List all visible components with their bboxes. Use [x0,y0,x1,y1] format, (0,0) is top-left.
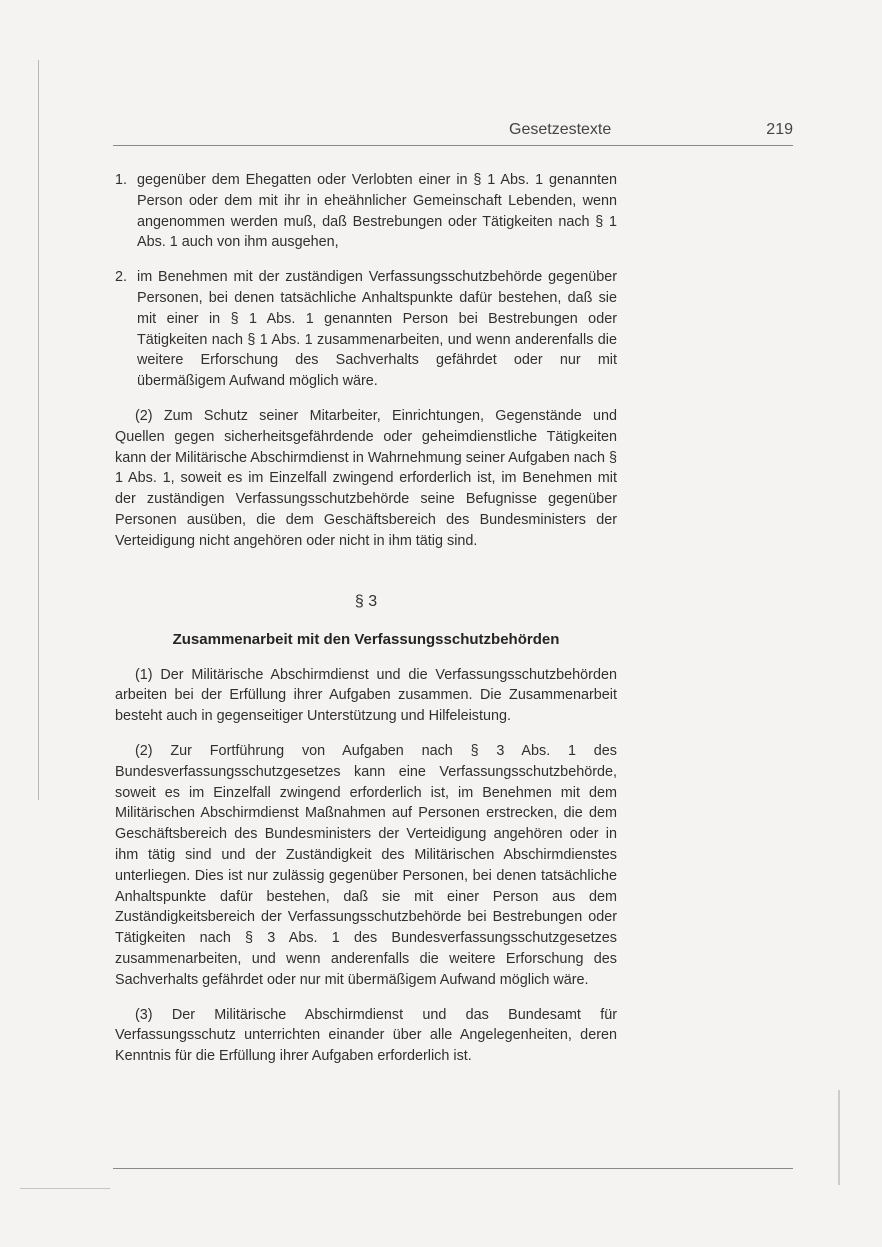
list-number: 1. [115,172,128,188]
page-header [113,121,793,141]
list-item-text: im Benehmen mit der zuständigen Verfassungsschutzbehörde gegenüber Personen, bei denen tatsächliche Anhaltspunkte dafür bestehen, daß sie mit einer in § 1 Abs. 1 genannten Person bei Bestrebungen oder Tätigkeiten nach § 1 Abs. 1 zusammenarbeiten, und wenn anderenfalls die weitere Erforschung des Sachverhalts gefährdet oder nur mit übermäßigem Aufwand möglich wäre. [137,269,617,390]
paragraph: (2) Zur Fortführung von Aufgaben nach § 3 Abs. 1 des Bundesverfassungsschutzgesetzes kann eine Verfassungsschutzbehörde, soweit es im Einzelfall zwingend erforderlich ist, im Benehmen mit dem Militärischen Abschirmdienst Maßnahmen auf Personen erstrecken, die dem Geschäftsbereich des Bundesministers der Verteidigung angehören oder in ihm tätig sind und der Zuständigkeit des Militärischen Abschirmdienstes unterliegen. Dies ist nur zulässig gegenüber Personen, bei denen tatsächliche Anhaltspunkte dafür bestehen, daß sie mit einer Person aus dem Zuständigkeitsbereich der Verfassungsschutzbehörde bei Bestrebungen oder Tätigkeiten nach § 3 Abs. 1 des Bundesverfassungsschutzgesetzes zusammenarbeiten, und wenn anderenfalls die weitere Erforschung des Sachverhalts gefährdet oder nur mit übermäßigem Aufwand möglich wäre. [115,742,617,988]
list-item-text: gegenüber dem Ehegatten oder Verlobten einer in § 1 Abs. 1 genannten Person oder dem mit ihr in eheähnlicher Gemeinschaft Lebenden, wenn angenommen werden muß, daß Bestrebungen oder Tätigkeiten nach § 1 Abs. 1 auch von ihm ausgehen, [137,172,617,251]
list-item [115,170,617,253]
paragraph: (3) Der Militärische Abschirmdienst und das Bundesamt für Verfassungsschutz unterrichten einander über alle Angelegenheiten, deren Kenntnis für die Erfüllung ihrer Aufgaben erforderlich ist. [115,1006,617,1065]
list-item [115,267,617,392]
section-heading: Zusammenarbeit mit den Verfassungsschutzbehörden [172,630,560,648]
paragraph: (2) Zum Schutz seiner Mitarbeiter, Einrichtungen, Gegenstände und Quellen gegen sicherheitsgefährdende oder geheimdienstliche Tätigkeiten kann der Militärische Abschirmdienst in Wahrnehmung seiner Aufgaben nach § 1 Abs. 1, soweit es im Einzelfall zwingend erforderlich ist, im Benehmen mit der zuständigen Verfassungsschutzbehörde seine Befugnisse gegenüber Personen ausüben, die dem Geschäftsbereich des Bundesministers der Verteidigung nicht angehören oder nicht in ihm tätig sind. [115,407,617,549]
running-header-title: Gesetzestexte [509,121,612,138]
scan-edge-line-right [838,1090,840,1185]
page-content [115,170,617,1081]
scan-edge-line [38,60,39,800]
section-number: § 3 [354,592,378,610]
list-number: 2. [115,269,128,286]
footer-rule [113,1168,793,1169]
paragraph: (1) Der Militärische Abschirmdienst und die Verfassungsschutzbehörden arbeiten bei der Erfüllung ihrer Aufgaben zusammen. Die Zusammenarbeit besteht auch in gegenseitiger Unterstützung und Hilfeleistung. [115,666,617,725]
page-number: 219 [766,121,793,138]
scan-mark [20,1188,110,1189]
header-rule [113,145,793,146]
